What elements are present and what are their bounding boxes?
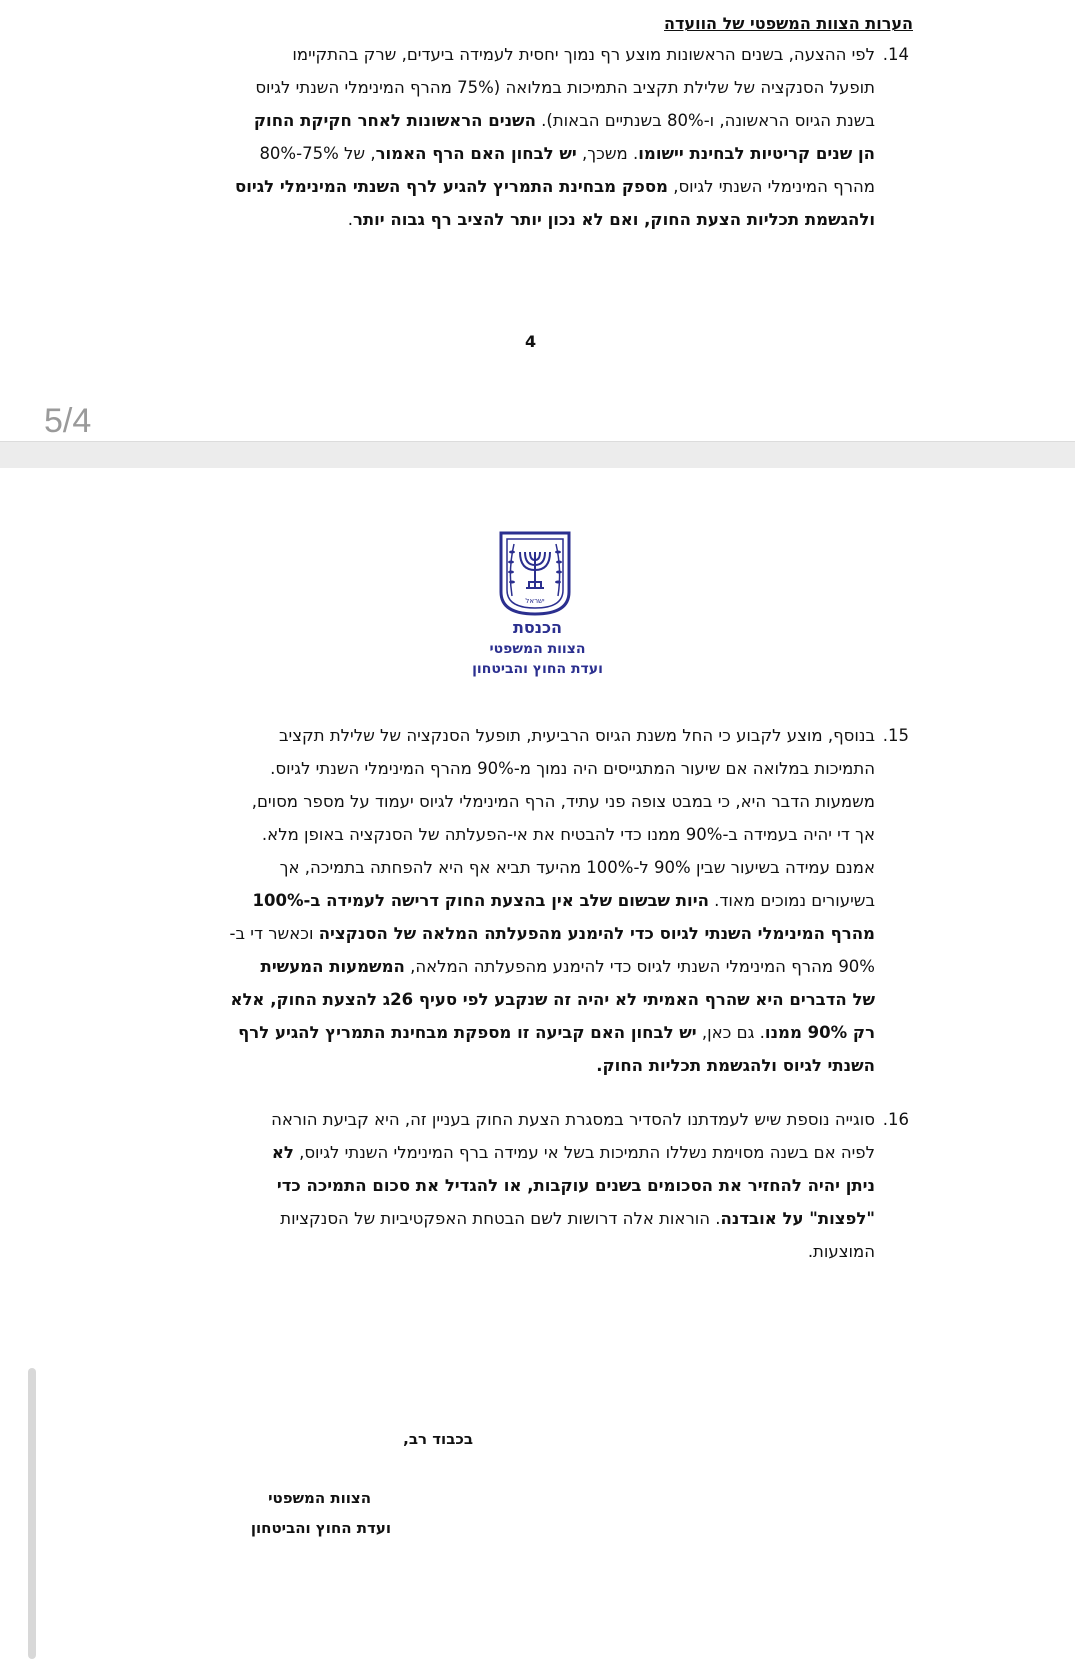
text-line: "לפצות" על אובדנה. הוראות אלה דרושות לשם הבטחת האפקטיביות של הסנקציות [280, 1209, 875, 1228]
text-line: מהרף המינימלי השנתי לגיוס, מספק מבחינת התמריץ להגיע לרף השנתי המינימלי לגיוס [235, 177, 875, 196]
committee-name: ועדת החוץ והביטחון [472, 661, 603, 677]
svg-text:ישראל: ישראל [525, 597, 545, 605]
dept-name: הצוות המשפטי [489, 641, 586, 657]
text-line: 90% מהרף המינימלי השנתי לגיוס כדי להימנע מהפעלתה המלאה, המשמעות המעשית [260, 957, 875, 976]
paragraph-number: .16 [882, 1110, 909, 1129]
paragraph-number: .15 [882, 726, 909, 745]
page-separator [0, 441, 1075, 468]
text-line: משמעות הדבר היא, כי במבט צופה פני עתיד, הרף המינימלי לגיוס יעמוד על מספר מסוים, [251, 792, 875, 811]
text-line: רק 90% ממנו. גם כאן, יש לבחון האם קביעה זו מספקת מבחינת התמריץ להגיע לרף [238, 1023, 875, 1042]
text-line: תופעל הסנקציה של שלילת תקציב התמיכות במלואה (75% מהרף המינימלי השנתי לגיוס [255, 78, 875, 97]
signature-line-2: ועדת החוץ והביטחון [250, 1519, 391, 1537]
text-line: בנוסף, מוצע לקבוע כי החל משנת הגיוס הרביעית, תופעל הסנקציה של שלילת תקציב [279, 726, 875, 745]
text-line: לפי ההצעה, בשנים הראשונות מוצע רף נמוך יחסית לעמידה ביעדים, שרק בהתקיימו [292, 45, 875, 64]
paragraph-15 [199, 719, 909, 1082]
page-indicator: 5/4 [44, 402, 92, 440]
text-line: השנתי לגיוס ולהגשמת תכליות החוק. [596, 1056, 875, 1075]
paragraph-16 [199, 1103, 909, 1268]
closing-text: בכבוד רב, [403, 1430, 473, 1448]
text-line: אמנם עמידה בשיעור שבין 90% ל-100% מהיעד תביא אף היא להפחתה בתמיכה, אך [279, 858, 875, 877]
text-line: סוגייה נוספת שיש לעמדתנו להסדיר במסגרת הצעת החוק בעניין זה, היא קביעת הוראה [271, 1110, 875, 1129]
section-header: הערות הצוות המשפטי של הוועדה [664, 14, 913, 33]
paragraph-number: .14 [882, 45, 909, 64]
page-number: 4 [525, 332, 537, 351]
text-line: מהרף המינימלי השנתי לגיוס כדי להימנע מהפעלתה המלאה של הסנקציה וכאשר די ב- [229, 924, 875, 943]
text-line: ניתן יהיה להחזיר את הסכומים בשנים עוקבות, או להגדיל את סכום התמיכה כדי [276, 1176, 875, 1195]
org-name: הכנסת [512, 618, 563, 637]
text-line: הן שנים קריטיות לבחינת יישומו. משכך, יש לבחון האם הרף האמור, של 75%-80% [259, 144, 875, 163]
text-line: של הדברים היא שהרף האמיתי לא יהיה זה שנקבע לפי סעיף 26ג להצעת החוק, אלא [230, 990, 875, 1009]
knesset-emblem-icon [498, 530, 572, 616]
signature-line-1: הצוות המשפטי [268, 1489, 371, 1507]
text-line: אך די יהיה בעמידה ב-90% ממנו כדי להבטיח את אי-הפעלתה של הסנקציה באופן מלא. [261, 825, 875, 844]
vertical-scrollbar[interactable] [28, 1368, 36, 1659]
text-line: לפיה אם בשנה מסוימת נשללו התמיכות בשל אי עמידה ברף המינימלי השנתי לגיוס, לא [271, 1143, 875, 1162]
text-line: התמיכות במלואה אם שיעור המתגייסים היה נמוך מ-90% מהרף המינימלי השנתי לגיוס. [270, 759, 875, 778]
text-line: ולהגשמת תכליות הצעת החוק, ואם לא נכון יותר להציב רף גבוה יותר. [347, 210, 875, 229]
text-line: בשיעורים נמוכים מאוד. היות שבשום שלב אין בהצעת החוק דרישה לעמידה ב-100% [252, 891, 875, 910]
text-line: בשנת הגיוס הראשונה, ו-80% בשנתיים הבאות). השנים הראשונות לאחר חקיקת החוק [253, 111, 875, 130]
text-line: המוצעות. [807, 1242, 875, 1261]
paragraph-14 [199, 38, 909, 236]
